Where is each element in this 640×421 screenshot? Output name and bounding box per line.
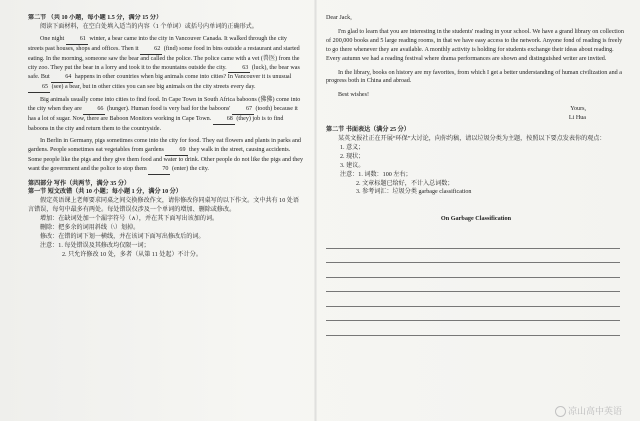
page-fold — [314, 0, 317, 421]
writing-line[interactable] — [326, 278, 620, 293]
part4-section1-header: 第一节 短文改错（共 10 小题；每小题 1 分，满分 10 分） — [28, 189, 182, 196]
answer-blank-63[interactable]: 63 — [228, 64, 250, 74]
answer-blank-64[interactable]: 64 — [51, 73, 73, 83]
answer-blank-61[interactable]: 61 — [66, 35, 88, 45]
answer-blank-68[interactable]: 68 — [213, 115, 235, 125]
letter-sign-yours: Yours, — [570, 106, 586, 113]
left-column — [28, 14, 303, 421]
essay-title: On Garbage Classification — [440, 215, 512, 223]
writing-line[interactable] — [326, 292, 620, 307]
writing-line[interactable] — [326, 249, 620, 264]
writing-area[interactable] — [326, 234, 626, 336]
requirement-1: 注意：1. 词数：100 左右； — [340, 171, 412, 178]
note-1: 注意：1. 每处错误及其修改均仅限一词； — [40, 242, 150, 249]
letter-paragraph-1: I'm glad to learn that you are interesting in the students' reading in your school. We have a grand library on collection of 200,000 books and 5 large reading rooms, in that we have easy access to the network. Anyone fond of reading is freely to go there whenever they are available. A monthly activity is holding for students exchange their ideas about reading. Every autumn we had a reading festival where drama performances are shown and distinguished writer are invited. — [326, 28, 624, 62]
answer-blank-62[interactable]: 62 — [140, 45, 162, 55]
writing-line[interactable] — [326, 234, 620, 249]
watermark-text: 凉山高中英语 — [568, 407, 623, 417]
passage-paragraph-1: One night 61 winter, a bear came into the city in Vancouver Canada. It walked through the city streets past houses, shops and offices. Then it 62 (find) some food in bins outside a restaurant and started eating. In the morning, someone saw the bear and called the police. The police came with a vet (兽医) from the city zoo. They put the bear in a lorry and took it to the mountains outside the city. 63 (luck), the bear was safe. But 64 happens in other countries when big animals come into cities? In Vancouver it is unusual 65 (see) a bear, but in other cities you can see big animals on the city streets every day. — [28, 35, 303, 93]
add-rule: 增加：在缺词处加一个漏字符号（∧），并在其下面写出该加的词。 — [40, 216, 219, 223]
letter-sign-name: Li Hua — [568, 115, 586, 122]
part4-header: 第四部分 写作（共两节，满分 35 分） — [28, 180, 131, 187]
writing-section-header: 第二节 书面表达（满分 25 分） — [326, 127, 410, 134]
section2-header: 第二节 （共 10 小题，每小题 1.5 分，满分 15 分） — [28, 15, 163, 21]
point-3: 3. 建议。 — [340, 162, 365, 169]
answer-blank-69[interactable]: 69 — [165, 146, 187, 156]
answer-blank-66[interactable]: 66 — [83, 105, 105, 115]
writing-line[interactable] — [326, 263, 620, 278]
section2-instruction: 阅读下面材料，在空白处填入适当的内容（1 个单词）或括号内单词的正确形式。 — [40, 23, 258, 30]
passage-paragraph-3: In Berlin in Germany, pigs sometimes come into the city for food. They eat flowers and plants in parks and gardens. People sometimes eat vegetables from gardens 69 they walk in the street, causing accidents. Some people like the pigs and they give them food and water to drink. Other people do not like the pigs and they want the government and the police to stop them 70 (enter) the city. — [28, 137, 303, 175]
writing-line[interactable] — [326, 321, 620, 336]
point-2: 2. 现状； — [340, 153, 365, 160]
watermark — [555, 404, 635, 420]
right-column — [326, 14, 626, 421]
letter-paragraph-2: In the library, books on history are my favorites, from which I get a better understanding of human civilization and a progress both in China and abroad. — [326, 69, 622, 85]
letter-closing: Best wishes! — [338, 92, 369, 99]
passage-paragraph-2: Big animals usually come into cities to find food. In Cape Town in South Africa baboons (狒狒) come into the city when they are 66 (hunger). Human food is very bad for the baboons' 67 (tooth) because it has a lot of sugar. Now, there are Baboon Monitors working in Cape Town. 68 (they) job is to find baboons in the city and return them to the countryside. — [28, 97, 301, 132]
requirement-2: 2. 文章标题已给好，不计入总词数； — [356, 180, 454, 187]
wechat-icon — [555, 406, 566, 417]
note-2: 2. 只允许修改 10 处，多者（从第 11 处起）不计分。 — [62, 251, 202, 258]
answer-blank-67[interactable]: 67 — [232, 105, 254, 115]
writing-line[interactable] — [326, 307, 620, 322]
delete-rule: 删除：把多余的词用斜线（\）划掉。 — [40, 225, 140, 232]
error-correction-instruction: 假定英语课上老师要求同桌之间交换修改作文，请你修改你同桌写的以下作文。文中共有 10 处语言错误，每句中最多有两处。每处错误仅涉及一个单词的增加、删除或修改。 — [28, 198, 299, 214]
modify-rule: 修改：在错的词下划一横线，并在该词下面写出修改后的词。 — [40, 233, 205, 240]
writing-instruction: 某英文报社正在开展“环保”大讨论，向你约稿，请以垃圾分类为主题，按照以下要点发表你的观点： — [338, 135, 606, 142]
letter-greeting: Dear Jack, — [326, 15, 352, 21]
answer-blank-70[interactable]: 70 — [148, 165, 170, 175]
answer-blank-65[interactable]: 65 — [28, 83, 50, 93]
point-1: 1. 意义； — [340, 144, 365, 151]
requirement-3: 3. 参考词汇：垃圾分类 garbage classification — [356, 189, 472, 196]
